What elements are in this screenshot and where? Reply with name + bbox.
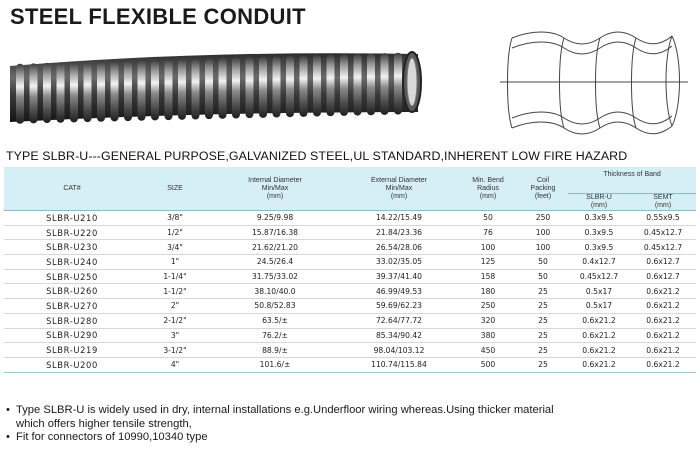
cell-external: 39.37/41.40 [340, 269, 458, 284]
cell-internal: 50.8/52.83 [210, 299, 340, 314]
cell-cat: SLBR-U290 [4, 328, 140, 343]
note-item [6, 431, 554, 445]
note-text: Fit for connectors of 10990,10340 type [16, 431, 208, 443]
cell-radius: 158 [458, 269, 518, 284]
header-thickness-of-band: Thickness of Band [568, 167, 696, 194]
conduit-drawing [492, 26, 692, 146]
header-semt: SEMT (mm) [630, 194, 696, 211]
cell-external: 26.54/28.06 [340, 240, 458, 255]
cell-cat: SLBR-U220 [4, 225, 140, 240]
cell-radius: 180 [458, 284, 518, 299]
cell-packing: 100 [518, 225, 568, 240]
spec-table [4, 167, 696, 373]
cell-size: 1-1/2" [140, 284, 210, 299]
cell-internal: 15.87/16.38 [210, 225, 340, 240]
cell-size: 3-1/2" [140, 343, 210, 358]
conduit-rib [16, 64, 24, 124]
cell-packing: 25 [518, 284, 568, 299]
header-cat: CAT# [4, 167, 140, 211]
cell-size: 3/8" [140, 211, 210, 226]
cell-slbr: 0.5x17 [568, 284, 630, 299]
cell-cat: SLBR-U270 [4, 299, 140, 314]
cell-internal: 63.5/± [210, 313, 340, 328]
conduit-rib [367, 53, 375, 115]
cell-internal: 88.9/± [210, 343, 340, 358]
header-bend-radius: Min. Bend Radius (mm) [458, 167, 518, 211]
cell-internal: 24.5/26.4 [210, 255, 340, 270]
cell-size: 3" [140, 328, 210, 343]
cell-slbr: 0.3x9.5 [568, 240, 630, 255]
table-row [4, 225, 696, 240]
cell-external: 14.22/15.49 [340, 211, 458, 226]
cell-packing: 50 [518, 269, 568, 284]
cell-radius: 125 [458, 255, 518, 270]
cell-semt: 0.55x9.5 [630, 211, 696, 226]
cell-cat: SLBR-U250 [4, 269, 140, 284]
cell-internal: 38.10/40.0 [210, 284, 340, 299]
product-type-heading: TYPE SLBR-U---GENERAL PURPOSE,GALVANIZED STEEL,UL STANDARD,INHERENT LOW FIRE HAZARD [6, 149, 628, 163]
table-row [4, 284, 696, 299]
cell-cat: SLBR-U219 [4, 343, 140, 358]
conduit-rib [286, 56, 294, 117]
header-size: SIZE [140, 167, 210, 211]
conduit-rib [205, 58, 213, 119]
conduit-rib [259, 57, 267, 118]
conduit-rib [394, 53, 402, 115]
table-row [4, 343, 696, 358]
cell-semt: 0.6x21.2 [630, 343, 696, 358]
table-row [4, 269, 696, 284]
cell-radius: 450 [458, 343, 518, 358]
cell-packing: 25 [518, 328, 568, 343]
cell-slbr: 0.6x21.2 [568, 343, 630, 358]
conduit-rib [300, 55, 308, 116]
note-text: Type SLBR-U is widely used in dry, internal installations e.g.Underfloor wiring whereas.Using thicker material [16, 404, 554, 416]
cell-packing: 50 [518, 255, 568, 270]
cell-semt: 0.6x12.7 [630, 255, 696, 270]
conduit-rib [340, 54, 348, 116]
conduit-rib [30, 63, 38, 123]
cell-radius: 500 [458, 357, 518, 372]
cell-size: 2-1/2" [140, 313, 210, 328]
table-row [4, 357, 696, 372]
header-coil-packing: Coil Packing (feet) [518, 167, 568, 211]
cell-packing: 100 [518, 240, 568, 255]
conduit-rib [246, 57, 254, 118]
cell-slbr: 0.6x21.2 [568, 328, 630, 343]
conduit-rib [273, 56, 281, 117]
header-slbr-u: SLBR-U (mm) [568, 194, 630, 211]
cell-cat: SLBR-U210 [4, 211, 140, 226]
cell-size: 1/2" [140, 225, 210, 240]
cell-semt: 0.6x21.2 [630, 328, 696, 343]
conduit-rib [219, 58, 227, 119]
cell-size: 2" [140, 299, 210, 314]
cell-radius: 380 [458, 328, 518, 343]
cell-semt: 0.6x21.2 [630, 357, 696, 372]
note-item [6, 404, 554, 431]
cell-internal: 21.62/21.20 [210, 240, 340, 255]
notes-list [6, 404, 554, 445]
cell-radius: 76 [458, 225, 518, 240]
cell-internal: 76.2/± [210, 328, 340, 343]
conduit-rib [354, 54, 362, 116]
cell-external: 46.99/49.53 [340, 284, 458, 299]
cell-slbr: 0.45x12.7 [568, 269, 630, 284]
cell-slbr: 0.4x12.7 [568, 255, 630, 270]
header-internal-diameter: Internal Diameter Min/Max (mm) [210, 167, 340, 211]
cell-slbr: 0.3x9.5 [568, 225, 630, 240]
cell-internal: 101.6/± [210, 357, 340, 372]
conduit-rib [151, 60, 159, 121]
conduit-rib [232, 57, 240, 118]
conduit-rib [381, 53, 389, 115]
cell-packing: 25 [518, 357, 568, 372]
cell-radius: 100 [458, 240, 518, 255]
cell-packing: 25 [518, 343, 568, 358]
note-continuation: which offers higher tensile strength, [16, 417, 192, 430]
cell-external: 59.69/62.23 [340, 299, 458, 314]
conduit-rib [84, 62, 92, 122]
conduit-rib [313, 55, 321, 116]
conduit-rib [111, 61, 119, 122]
conduit-rib [138, 60, 146, 121]
cell-size: 1-1/4" [140, 269, 210, 284]
cell-radius: 50 [458, 211, 518, 226]
cell-external: 110.74/115.84 [340, 357, 458, 372]
conduit-rib [192, 59, 200, 120]
cell-slbr: 0.6x21.2 [568, 313, 630, 328]
cell-size: 3/4" [140, 240, 210, 255]
table-row [4, 240, 696, 255]
cell-external: 33.02/35.05 [340, 255, 458, 270]
cell-packing: 250 [518, 211, 568, 226]
cell-semt: 0.6x12.7 [630, 269, 696, 284]
cell-external: 98.04/103.12 [340, 343, 458, 358]
table-header-row [4, 167, 696, 194]
cell-internal: 9.25/9.98 [210, 211, 340, 226]
cell-external: 21.84/23.36 [340, 225, 458, 240]
page-title: STEEL FLEXIBLE CONDUIT [10, 4, 306, 29]
cell-internal: 31.75/33.02 [210, 269, 340, 284]
conduit-rib [124, 61, 132, 122]
cell-cat: SLBR-U240 [4, 255, 140, 270]
table-row [4, 313, 696, 328]
cell-cat: SLBR-U200 [4, 357, 140, 372]
conduit-rib [43, 63, 51, 123]
cell-slbr: 0.3x9.5 [568, 211, 630, 226]
cell-cat: SLBR-U280 [4, 313, 140, 328]
cell-semt: 0.45x12.7 [630, 225, 696, 240]
cell-size: 1" [140, 255, 210, 270]
cell-semt: 0.6x21.2 [630, 313, 696, 328]
conduit-rib [327, 55, 335, 117]
cell-semt: 0.6x21.2 [630, 284, 696, 299]
bullet-icon: • [6, 404, 10, 416]
header-external-diameter: External Diameter Min/Max (mm) [340, 167, 458, 211]
conduit-photo [6, 40, 426, 136]
table-row [4, 211, 696, 226]
cell-radius: 250 [458, 299, 518, 314]
table-row [4, 328, 696, 343]
conduit-rib [97, 61, 105, 121]
cell-slbr: 0.5x17 [568, 299, 630, 314]
cell-slbr: 0.6x21.2 [568, 357, 630, 372]
table-row [4, 255, 696, 270]
cell-size: 4" [140, 357, 210, 372]
conduit-rib [70, 62, 78, 122]
cell-radius: 320 [458, 313, 518, 328]
conduit-rib [178, 59, 186, 120]
table-row [4, 299, 696, 314]
cell-cat: SLBR-U230 [4, 240, 140, 255]
cell-packing: 25 [518, 299, 568, 314]
conduit-rib [57, 63, 65, 123]
bullet-icon: • [6, 431, 10, 443]
cell-semt: 0.45x12.7 [630, 240, 696, 255]
cell-packing: 25 [518, 313, 568, 328]
conduit-rib [165, 59, 173, 120]
cell-external: 85.34/90.42 [340, 328, 458, 343]
cell-cat: SLBR-U260 [4, 284, 140, 299]
cell-semt: 0.6x21.2 [630, 299, 696, 314]
cell-external: 72.64/77.72 [340, 313, 458, 328]
